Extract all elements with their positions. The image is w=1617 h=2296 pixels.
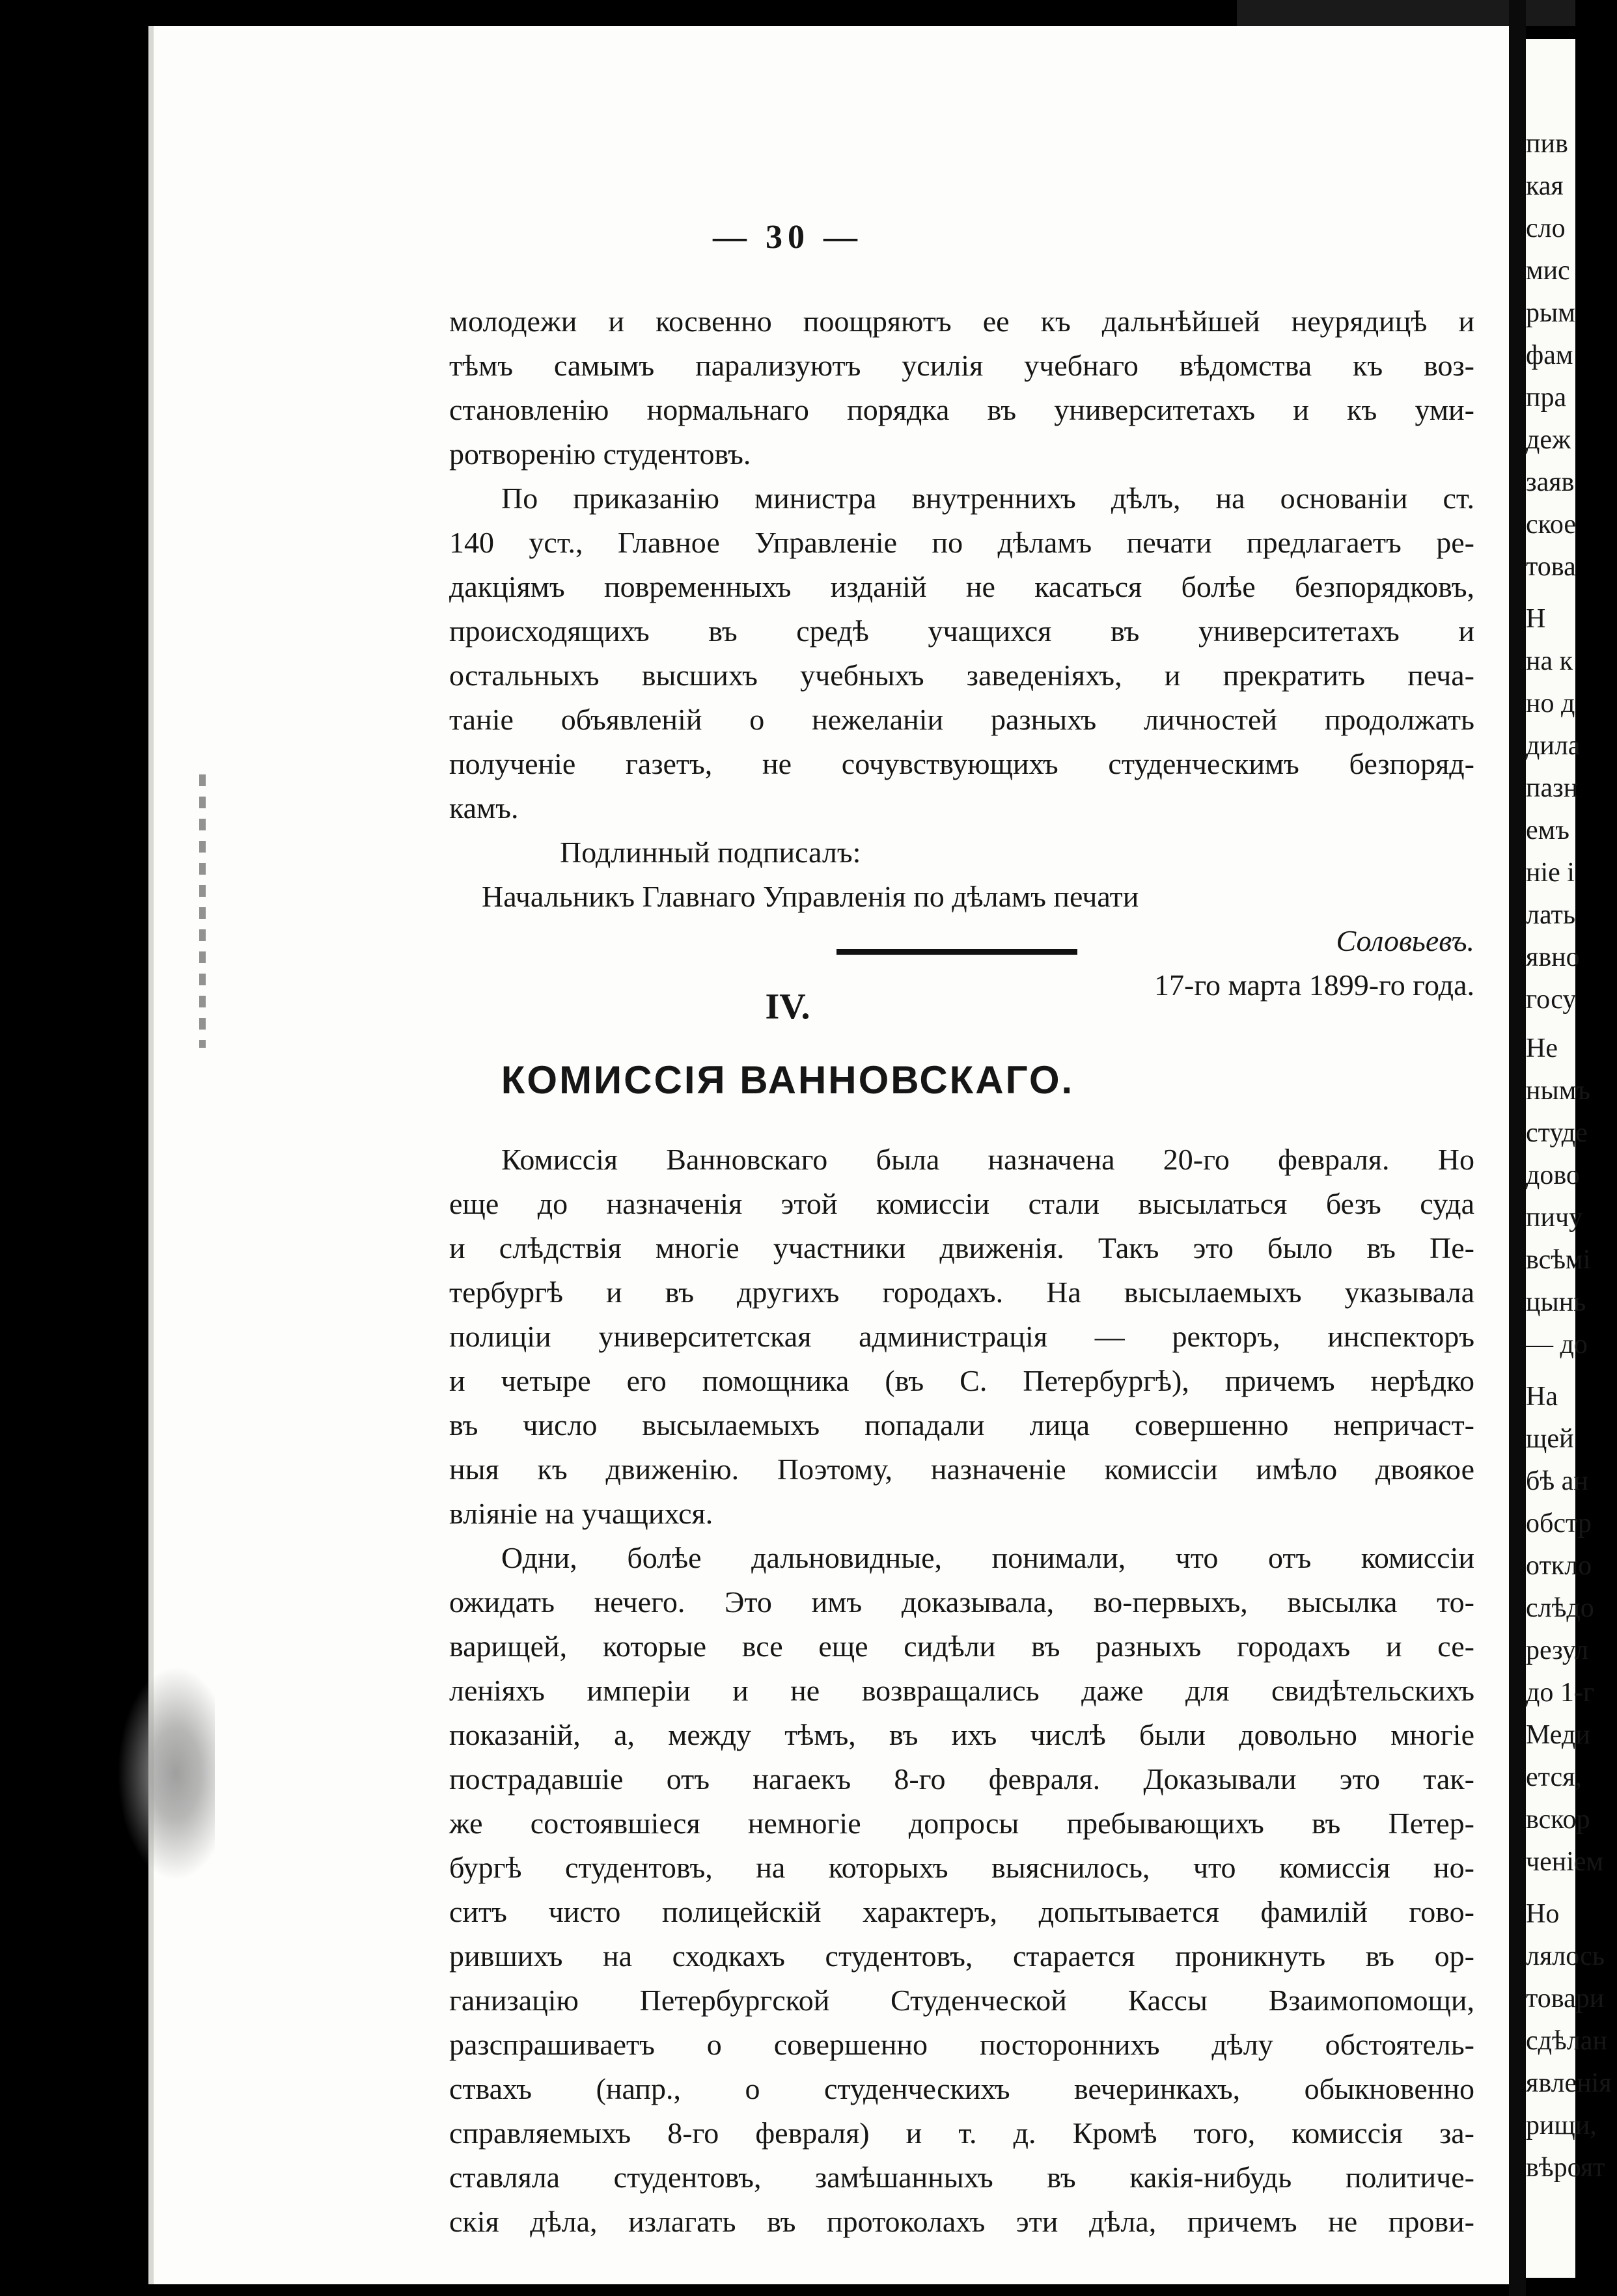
facing-page-text: дила: [1526, 731, 1581, 761]
text-line: и слѣдствія многіе участники движенія. Такъ это было въ Пе-: [449, 1231, 1474, 1264]
facing-page-text: до 1-г: [1526, 1678, 1595, 1708]
decree-text: [449, 299, 1474, 1007]
text-line: Комиссія Ванновскаго была назначена 20-го февраля. Но: [501, 1143, 1474, 1176]
facing-page-text: товари: [1526, 1984, 1605, 2014]
text-line: ныя къ движенію. Поэтому, назначеніе комиссіи имѣло двоякое: [449, 1453, 1474, 1486]
facing-page-text: слѣдо: [1526, 1593, 1594, 1623]
text-line: бургѣ студентовъ, на которыхъ выяснилось, что комиссія но-: [449, 1851, 1474, 1884]
text-line: полученіе газетъ, не сочувствующихъ студенческимъ безпоряд-: [449, 747, 1474, 780]
facing-page-text: мис: [1526, 256, 1570, 286]
page-edge: [148, 26, 154, 2284]
text-line: въ число высылаемыхъ попадали лица совершенно непричаст-: [449, 1408, 1474, 1442]
text-line: показаній, а, между тѣмъ, въ ихъ числѣ были довольно многіе: [449, 1718, 1474, 1751]
section-title: КОМИССІЯ ВАННОВСКАГО.: [501, 1058, 1075, 1102]
facing-page-text: ніе і: [1526, 858, 1575, 888]
facing-page-text: пазн: [1526, 773, 1579, 803]
facing-page-text: студе: [1526, 1118, 1588, 1148]
paper-stain: [117, 1666, 215, 1881]
facing-page-text: пичу: [1526, 1203, 1583, 1233]
facing-page-text: Не: [1526, 1033, 1558, 1063]
text-line: Одни, болѣе дальновидные, понимали, что отъ комиссіи: [501, 1541, 1474, 1574]
facing-page-text: Меди: [1526, 1720, 1590, 1750]
facing-page-text: но д: [1526, 689, 1575, 718]
text-line: рившихъ на сходкахъ студентовъ, старается проникнуть въ ор-: [449, 1939, 1474, 1973]
facing-page-text: на к: [1526, 646, 1573, 676]
facing-page-text: заяв: [1526, 467, 1575, 497]
facing-page-text: — до: [1526, 1330, 1588, 1360]
text-line: молодежи и косвенно поощряютъ ее къ дальнѣйшей неурядицѣ и: [449, 305, 1474, 338]
book-gutter: [1509, 0, 1526, 2296]
facing-page-text: Н: [1526, 604, 1546, 634]
facing-page-fragment: [1526, 39, 1612, 2278]
facing-page-text: Но: [1526, 1899, 1560, 1929]
text-line: еще до назначенія этой комиссіи стали высылаться безъ суда: [449, 1187, 1474, 1220]
text-line: же состоявшіеся немногіе допросы пребывающихъ въ Петер-: [449, 1807, 1474, 1840]
section-body: [449, 1138, 1474, 2244]
decree-date: 17-го марта 1899-го года.: [1154, 968, 1474, 1002]
text-line: ганизацію Петербургской Студенческой Кассы Взаимопомощи,: [449, 1984, 1474, 2017]
text-line: ожидать нечего. Это имъ доказывала, во-первыхъ, высылка то-: [449, 1585, 1474, 1619]
facing-page-text: сдѣлан: [1526, 2026, 1607, 2056]
facing-page-text: това: [1526, 552, 1576, 582]
signature-name: Соловьевъ.: [1336, 924, 1474, 957]
text-line: полиціи университетская администрація — ректоръ, инспекторъ: [449, 1320, 1474, 1353]
facing-page-text: емъ: [1526, 815, 1569, 845]
text-line: варищей, которые все еще сидѣли въ разныхъ городахъ и се-: [449, 1630, 1474, 1663]
page-number: — 30 —: [713, 219, 863, 256]
text-line: камъ.: [449, 791, 519, 825]
text-line: вліяніе на учащихся.: [449, 1497, 713, 1530]
facing-page-text: ченіем: [1526, 1847, 1604, 1877]
facing-page-text: сло: [1526, 213, 1566, 243]
facing-page-text: бѣ ан: [1526, 1466, 1588, 1496]
facing-page-text: фам: [1526, 340, 1573, 370]
facing-page-text: цынь: [1526, 1287, 1586, 1317]
facing-page-text: дово: [1526, 1160, 1580, 1190]
text-line: тербургѣ и въ другихъ городахъ. На высылаемыхъ указывала: [449, 1276, 1474, 1309]
facing-page-text: щей: [1526, 1424, 1574, 1454]
text-line: и четыре его помощника (въ С. Петербургѣ), причемъ нерѣдко: [449, 1364, 1474, 1397]
text-line: пострадавшіе отъ нагаекъ 8-го февраля. Доказывали это так-: [449, 1762, 1474, 1796]
facing-page-text: всѣмі: [1526, 1245, 1591, 1275]
facing-page-text: ское: [1526, 510, 1577, 540]
text-line: ситъ чисто полицейскій характеръ, допытывается фамилій гово-: [449, 1895, 1474, 1928]
signature-label: Подлинный подписалъ:: [560, 836, 861, 869]
facing-page-text: пра: [1526, 383, 1567, 413]
facing-page-text: явно: [1526, 942, 1580, 972]
facing-page-text: рищи,: [1526, 2111, 1597, 2140]
text-line: По приказанію министра внутреннихъ дѣлъ, на основаніи ст.: [501, 482, 1474, 515]
text-line: дакціямъ повременныхъ изданій не касаться болѣе безпорядковъ,: [449, 570, 1474, 603]
text-line: леніяхъ имперіи и не возвращались даже для свидѣтельскихъ: [449, 1674, 1474, 1707]
facing-page-text: резул: [1526, 1635, 1588, 1665]
facing-page-text: нымъ: [1526, 1076, 1590, 1106]
facing-page-text: вѣроят: [1526, 2153, 1605, 2183]
text-line: разспрашиваетъ о совершенно постороннихъ дѣлу обстоятель-: [449, 2028, 1474, 2061]
text-line: ствахъ (напр., о студенческихъ вечеринкахъ, обыкновенно: [449, 2072, 1474, 2105]
facing-page-text: На: [1526, 1382, 1558, 1412]
text-line: тѣмъ самымъ парализуютъ усилія учебнаго вѣдомства къ воз-: [449, 349, 1474, 382]
text-line: ротворенію студентовъ.: [449, 437, 751, 471]
section-number: IV.: [765, 987, 810, 1027]
text-line: остальныхъ высшихъ учебныхъ заведеніяхъ, и прекратить печа-: [449, 659, 1474, 692]
text-line: таніе объявленій о нежеланіи разныхъ личностей продолжать: [449, 703, 1474, 736]
section-divider: [836, 949, 1077, 955]
facing-page-text: деж: [1526, 425, 1571, 455]
text-line: ставляла студентовъ, замѣшанныхъ въ какія-нибудь политиче-: [449, 2161, 1474, 2194]
facing-page-text: госу: [1526, 985, 1577, 1015]
signature-title: Начальникъ Главнаго Управленія по дѣламъ печати: [482, 880, 1139, 913]
facing-page-text: пив: [1526, 129, 1568, 159]
text-line: скія дѣла, излагать въ протоколахъ эти дѣла, причемъ не прови-: [449, 2205, 1474, 2238]
facing-page-text: кая: [1526, 171, 1564, 201]
text-line: справляемыхъ 8-го февраля) и т. д. Кромѣ того, комиссія за-: [449, 2116, 1474, 2150]
facing-page-text: вскор: [1526, 1805, 1590, 1835]
facing-page-text: откло: [1526, 1551, 1592, 1581]
facing-page-text: явленія: [1526, 2068, 1612, 2098]
text-line: 140 уст., Главное Управленіе по дѣламъ печати предлагаетъ ре-: [449, 526, 1474, 559]
facing-page-text: обстр: [1526, 1509, 1592, 1538]
text-line: происходящихъ въ средѣ учащихся въ университетахъ и: [449, 614, 1474, 648]
facing-page-text: рым: [1526, 298, 1575, 328]
facing-page-text: ется,: [1526, 1762, 1582, 1792]
facing-page-text: лать: [1526, 900, 1576, 930]
text-line: становленію нормальнаго порядка въ университетахъ и къ уми-: [449, 393, 1474, 426]
facing-page-text: лялось: [1526, 1941, 1605, 1971]
